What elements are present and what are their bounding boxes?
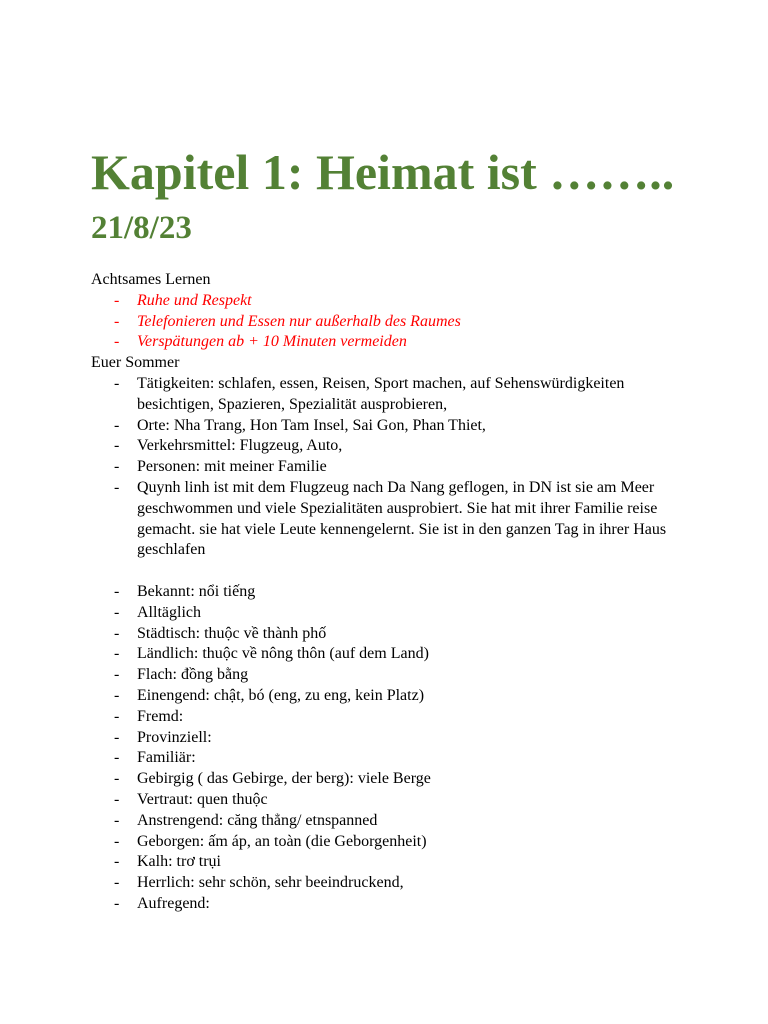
section-heading-achtsames-lernen: Achtsames Lernen [91, 271, 211, 288]
summer-item-text: Personen: mit meiner Familie [137, 458, 327, 476]
summer-item [91, 374, 691, 416]
blank-line [91, 561, 691, 582]
summer-item [91, 478, 691, 561]
vocab-item [91, 748, 691, 769]
vocab-item-text: Provinziell: [137, 728, 212, 746]
summer-item-text: Orte: Nha Trang, Hon Tam Insel, Sai Gon, Phan Thiet, [137, 416, 486, 434]
dash-bullet: - [114, 458, 120, 476]
vocab-item [91, 707, 691, 728]
dash-bullet: - [114, 603, 120, 621]
vocab-item-text: Anstrengend: căng thẳng/ etnspanned [137, 811, 378, 829]
page-date: 21/8/23 [91, 210, 192, 246]
vocab-item [91, 832, 691, 853]
rule-item [91, 291, 691, 312]
vocab-item-text: Flach: đồng bằng [137, 666, 249, 684]
rule-item-text: Verspätungen ab + 10 Minuten vermeiden [137, 333, 407, 351]
vocab-item [91, 811, 691, 832]
dash-bullet: - [114, 874, 120, 892]
vocab-item [91, 790, 691, 811]
vocab-item [91, 603, 691, 624]
dash-bullet: - [114, 707, 120, 725]
document-body [91, 270, 691, 915]
vocab-item-text: Einengend: chật, bó (eng, zu eng, kein Platz) [137, 686, 425, 704]
summer-item [91, 436, 691, 457]
vocab-item [91, 644, 691, 665]
vocab-item-text: Ländlich: thuộc về nông thôn (auf dem Land) [137, 645, 429, 663]
dash-bullet: - [114, 832, 120, 850]
rules-list [91, 291, 691, 353]
dash-bullet: - [114, 333, 120, 351]
dash-bullet: - [114, 749, 120, 767]
dash-bullet: - [114, 811, 120, 829]
vocab-item-text: Vertraut: quen thuộc [137, 790, 268, 808]
vocab-item [91, 624, 691, 645]
dash-bullet: - [114, 437, 120, 455]
vocab-item-text: Kalh: trơ trụi [137, 853, 221, 871]
dash-bullet: - [114, 312, 120, 330]
dash-bullet: - [114, 416, 120, 434]
summer-list [91, 374, 691, 561]
page-title: Kapitel 1: Heimat ist …….. [91, 144, 675, 200]
dash-bullet: - [114, 291, 120, 309]
summer-item-text: Quynh linh ist mit dem Flugzeug nach Da Nang geflogen, in DN ist sie am Meer geschwommen und viele Spezialitäten ausprobiert. Sie hat mit ihrer Familie reise gemacht. sie hat viele Leute kennengelernt. Sie ist in den ganzen Tag in ihrer Haus geschlafen [137, 478, 667, 559]
section-heading-euer-sommer: Euer Sommer [91, 354, 180, 372]
vocab-item-text: Familiär: [137, 749, 196, 767]
dash-bullet: - [114, 666, 120, 684]
dash-bullet: - [114, 478, 120, 496]
summer-item [91, 457, 691, 478]
rule-item-text: Telefonieren und Essen nur außerhalb des Raumes [137, 312, 461, 330]
vocab-item-text: Geborgen: ấm áp, an toàn (die Geborgenheit) [137, 832, 427, 850]
dash-bullet: - [114, 686, 120, 704]
dash-bullet: - [114, 624, 120, 642]
rule-item-text: Ruhe und Respekt [137, 291, 252, 309]
vocab-item [91, 728, 691, 749]
dash-bullet: - [114, 894, 120, 912]
summer-item-text: Verkehrsmittel: Flugzeug, Auto, [137, 437, 343, 455]
vocab-item-text: Herrlich: sehr schön, sehr beeindruckend, [137, 874, 404, 892]
dash-bullet: - [114, 770, 120, 788]
vocab-item [91, 665, 691, 686]
summer-item [91, 416, 691, 437]
dash-bullet: - [114, 582, 120, 600]
vocab-item-text: Bekannt: nổi tiếng [137, 582, 256, 600]
dash-bullet: - [114, 374, 120, 392]
rule-item [91, 332, 691, 353]
vocab-item-text: Alltäglich [137, 603, 201, 621]
vocab-item [91, 852, 691, 873]
rule-item [91, 312, 691, 333]
vocabulary-list [91, 582, 691, 915]
vocab-item-text: Aufregend: [137, 894, 210, 912]
vocab-item [91, 873, 691, 894]
dash-bullet: - [114, 790, 120, 808]
dash-bullet: - [114, 728, 120, 746]
vocab-item-text: Fremd: [137, 707, 184, 725]
vocab-item-text: Städtisch: thuộc về thành phố [137, 624, 327, 642]
vocab-item [91, 894, 691, 915]
vocab-item [91, 769, 691, 790]
dash-bullet: - [114, 645, 120, 663]
summer-item-text: Tätigkeiten: schlafen, essen, Reisen, Sport machen, auf Sehenswürdigkeiten besichtigen, Spazieren, Spezialität ausprobieren, [137, 374, 625, 413]
vocab-item [91, 686, 691, 707]
vocab-item [91, 582, 691, 603]
vocab-item-text: Gebirgig ( das Gebirge, der berg): viele Berge [137, 770, 431, 788]
dash-bullet: - [114, 853, 120, 871]
